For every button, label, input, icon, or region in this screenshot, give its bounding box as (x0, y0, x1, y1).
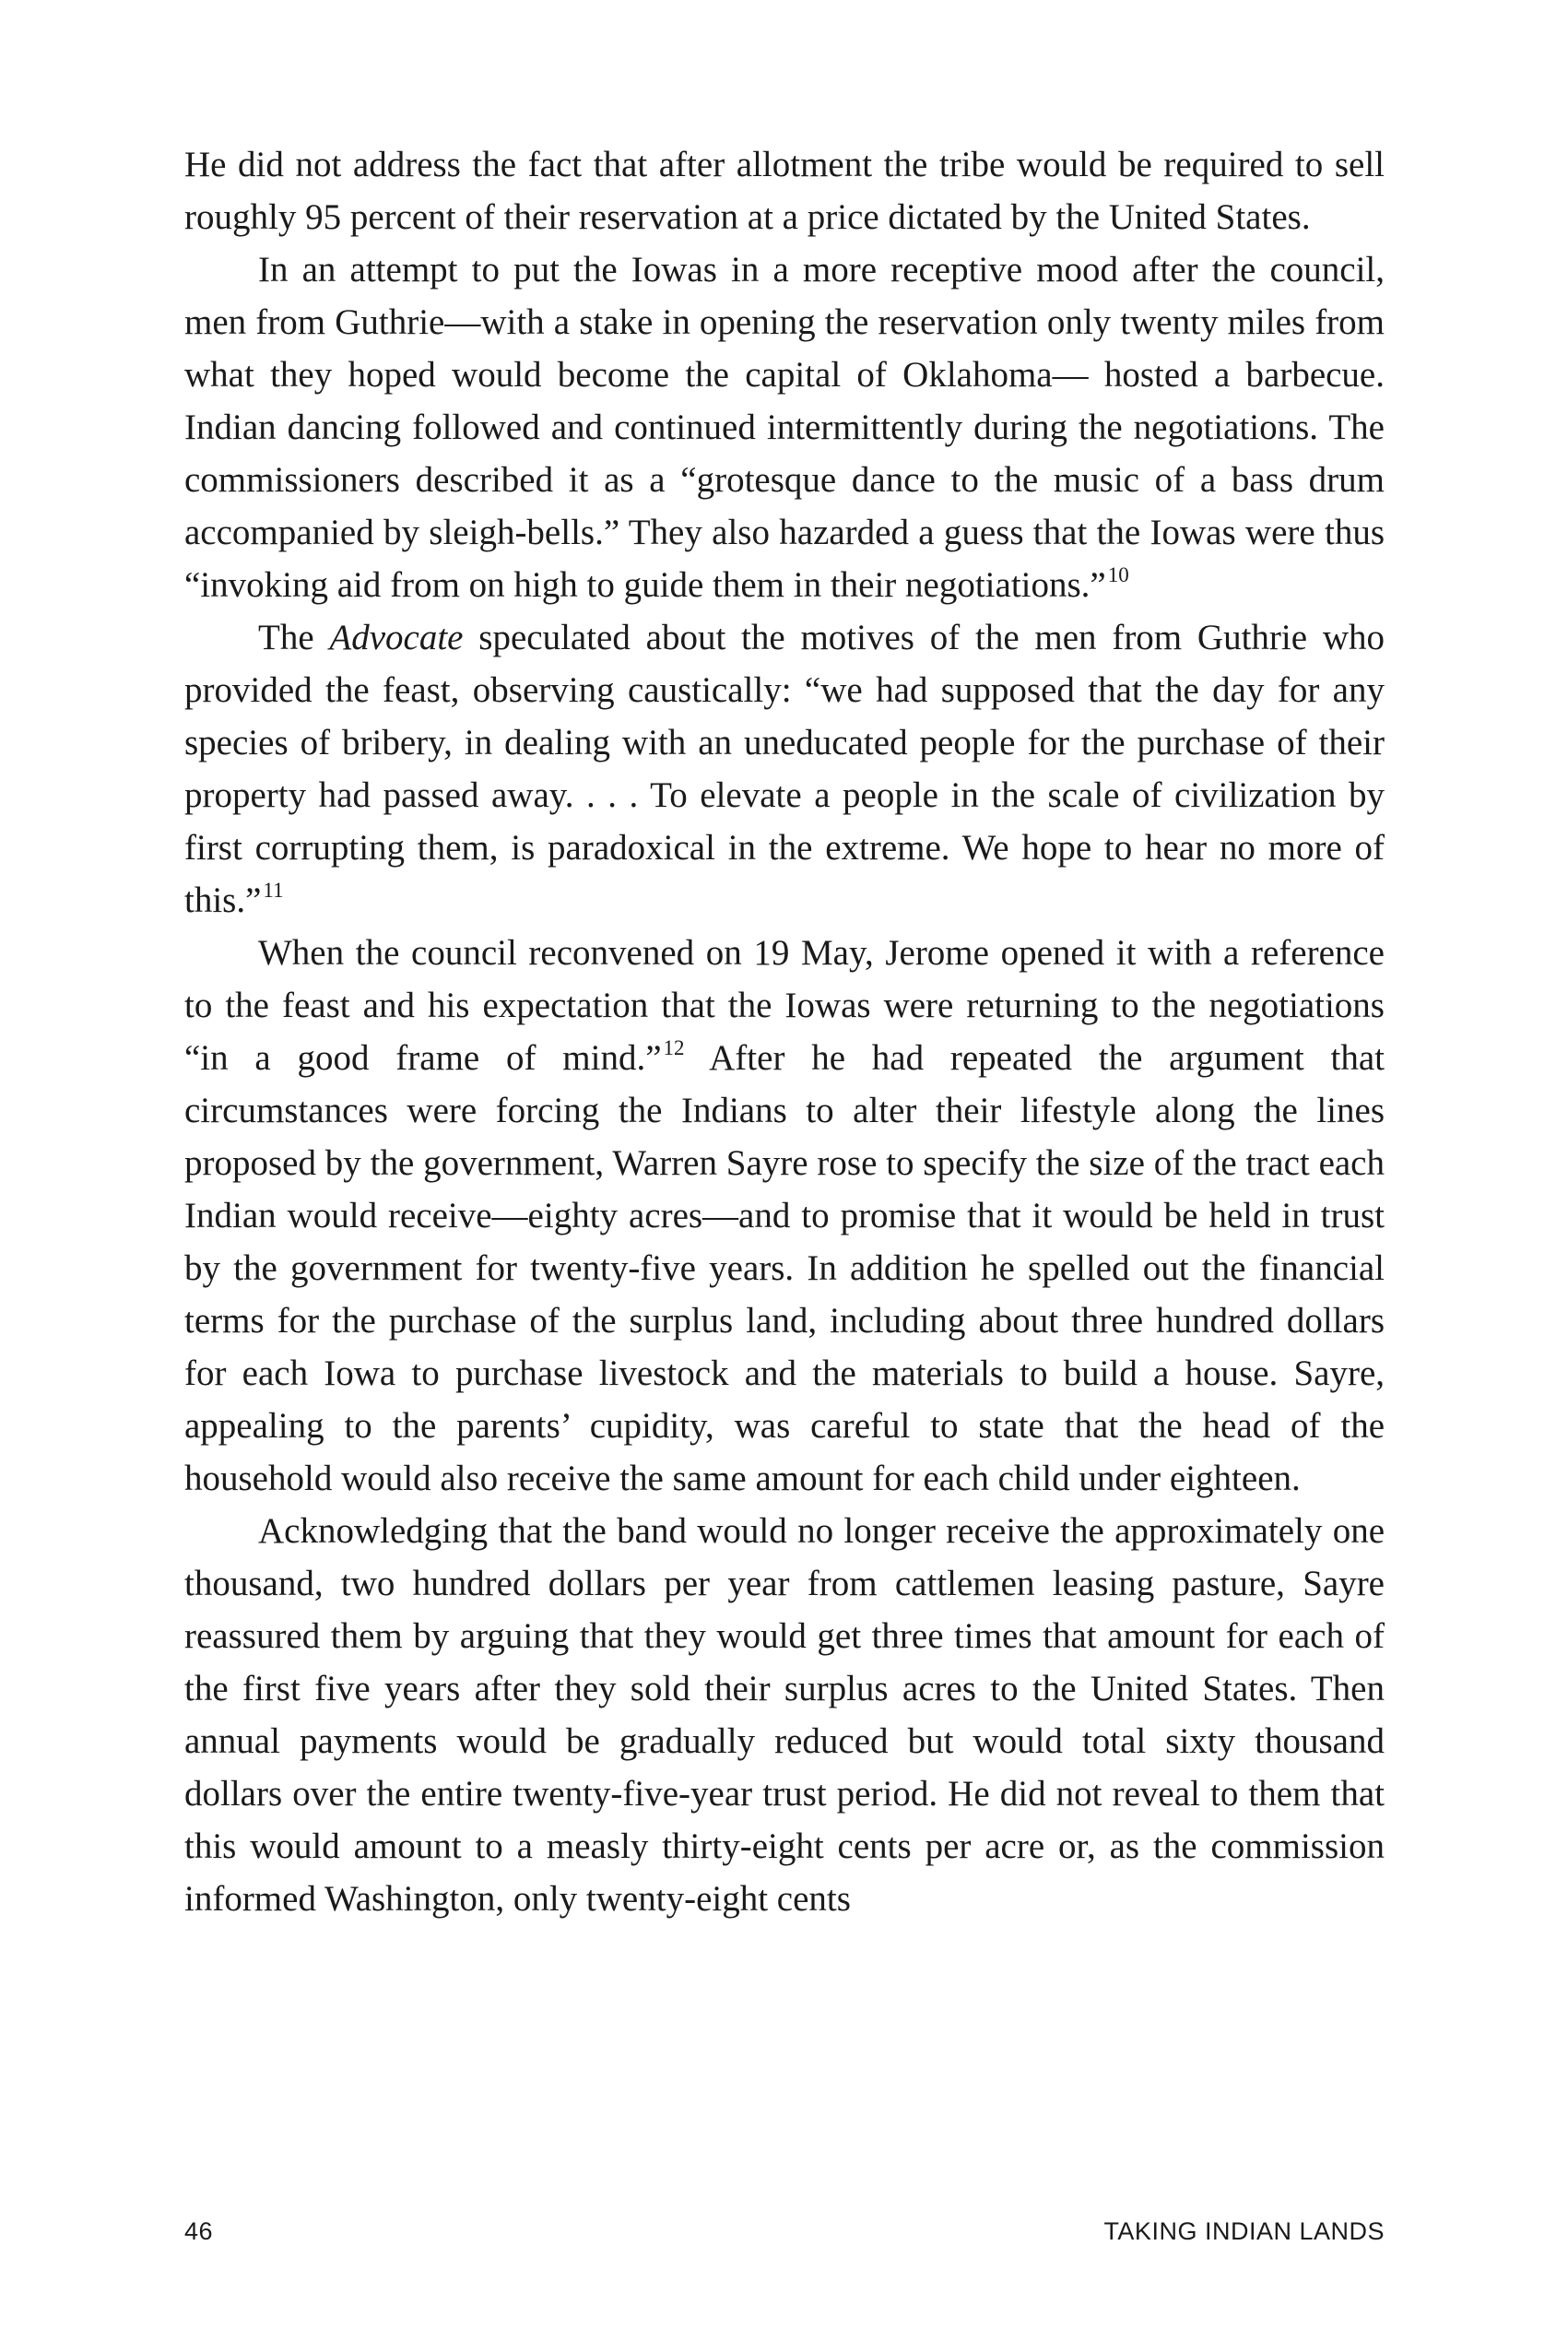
footnote-marker-12: 12 (663, 1036, 685, 1059)
page-number: 46 (184, 2217, 214, 2245)
footnote-marker-11: 11 (263, 879, 284, 902)
page-body (184, 138, 1385, 1925)
running-head: TAKING INDIAN LANDS (1103, 2217, 1385, 2245)
paragraph-text: The (258, 618, 330, 657)
page-footer (184, 2217, 1385, 2251)
footnote-marker-10: 10 (1107, 563, 1129, 586)
paragraph-text: After he had repeated the argument that circumstances were forcing the Indians to alter their lifestyle along the lines proposed by the government, Warren Sayre rose to specify the size of the tract each Indian would receive—eighty acres—and to promise that it would be held in trust by the government for twenty-five years. In addition he spelled out the financial terms for the purchase of the surplus land, including about three hundred dollars for each Iowa to purchase livestock and the materials to build a house. Sayre, appealing to the parents’ cupidity, was careful to state that the head of the household would also receive the same amount for each child under eighteen. (184, 1038, 1385, 1498)
publication-title: Advocate (329, 618, 464, 657)
paragraph-5 (184, 1505, 1385, 1925)
paragraph-text: speculated about the motives of the men from Guthrie who provided the feast, observing caustically: “we had supposed that the day for any species of bribery, in dealing with an uneducated people for the purchase of their property had passed away. . . . To elevate a people in the scale of civilization by first corrupting them, is paradoxical in the extreme. We hope to hear no more of this.” (184, 618, 1385, 920)
paragraph-1 (184, 138, 1385, 243)
paragraph-2 (184, 243, 1385, 611)
paragraph-text: Acknowledging that the band would no longer receive the approximately one thousand, two hundred dollars per year from cattlemen leasing pasture, Sayre reassured them by arguing that they would get three times that amount for each of the first five years after they sold their surplus acres to the United States. Then annual payments would be gradually reduced but would total sixty thousand dollars over the entire twenty-five-year trust period. He did not reveal to them that this would amount to a measly thirty-eight cents per acre or, as the commission informed Washington, only twenty-eight cents (184, 1511, 1385, 1919)
paragraph-text: In an attempt to put the Iowas in a more receptive mood after the council, men from Guthrie—with a stake in opening the reservation only twenty miles from what they hoped would become the capital of Oklahoma— hosted a barbecue. Indian dancing followed and continued intermittently during the negotiations. The commissioners described it as a “grotesque dance to the music of a bass drum accompanied by sleigh-bells.” They also hazarded a guess that the Iowas were thus “invoking aid from on high to guide them in their negotiations.” (184, 250, 1385, 605)
paragraph-3 (184, 611, 1385, 927)
paragraph-4 (184, 927, 1385, 1505)
paragraph-text: When the council reconvened on 19 May, Jerome opened it with a reference to the feast and his expectation that the Iowas were returning to the negotiations “in a good frame of mind.” (184, 933, 1385, 1078)
paragraph-text: He did not address the fact that after allotment the tribe would be required to sell roughly 95 percent of their reservation at a price dictated by the United States. (184, 145, 1385, 237)
